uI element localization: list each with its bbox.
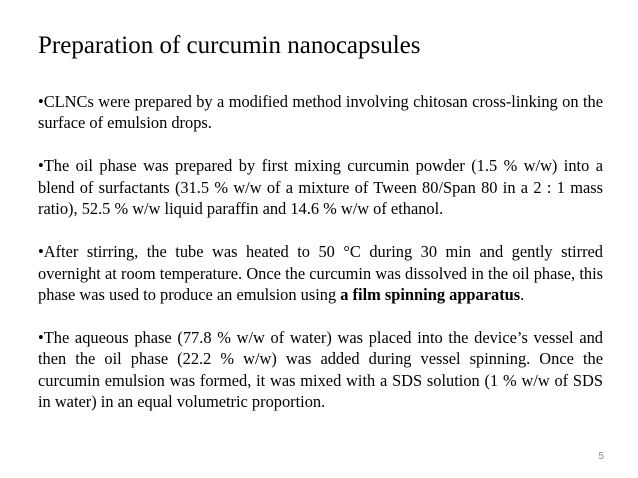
slide-title: Preparation of curcumin nanocapsules	[38, 32, 421, 59]
bullet-paragraph-4: •The aqueous phase (77.8 % w/w of water) was placed into the device’s vessel and then the oil phase (22.2 % w/w) was added during vessel spinning. Once the curcumin emulsion was formed, it was mixed with a SDS solution (1 % w/w of SDS in water) in an equal volumetric proportion.	[38, 328, 603, 412]
paragraph-3-bold-text: a film spinning apparatus	[340, 285, 521, 305]
slide-body	[38, 91, 603, 413]
paragraph-3-text-before: •After stirring, the tube was heated to 50 °C during 30 min and gently stirred overnight at room temperature. Once the curcumin was dissolved in the oil phase, this phase was used to produce an emulsion using	[38, 242, 603, 305]
paragraph-3-text-after: .	[520, 285, 525, 305]
bullet-paragraph-2: •The oil phase was prepared by first mixing curcumin powder (1.5 % w/w) into a blend of surfactants (31.5 % w/w of a mixture of Tween 80/Span 80 in a 2 : 1 mass ratio), 52.5 % w/w liquid paraffin and 14.6 % w/w of ethanol.	[38, 156, 603, 219]
bullet-paragraph-1: •CLNCs were prepared by a modified method involving chitosan cross-linking on the surface of emulsion drops.	[38, 92, 603, 133]
page-number: 5	[598, 451, 604, 462]
bullet-paragraph-3	[38, 241, 603, 305]
